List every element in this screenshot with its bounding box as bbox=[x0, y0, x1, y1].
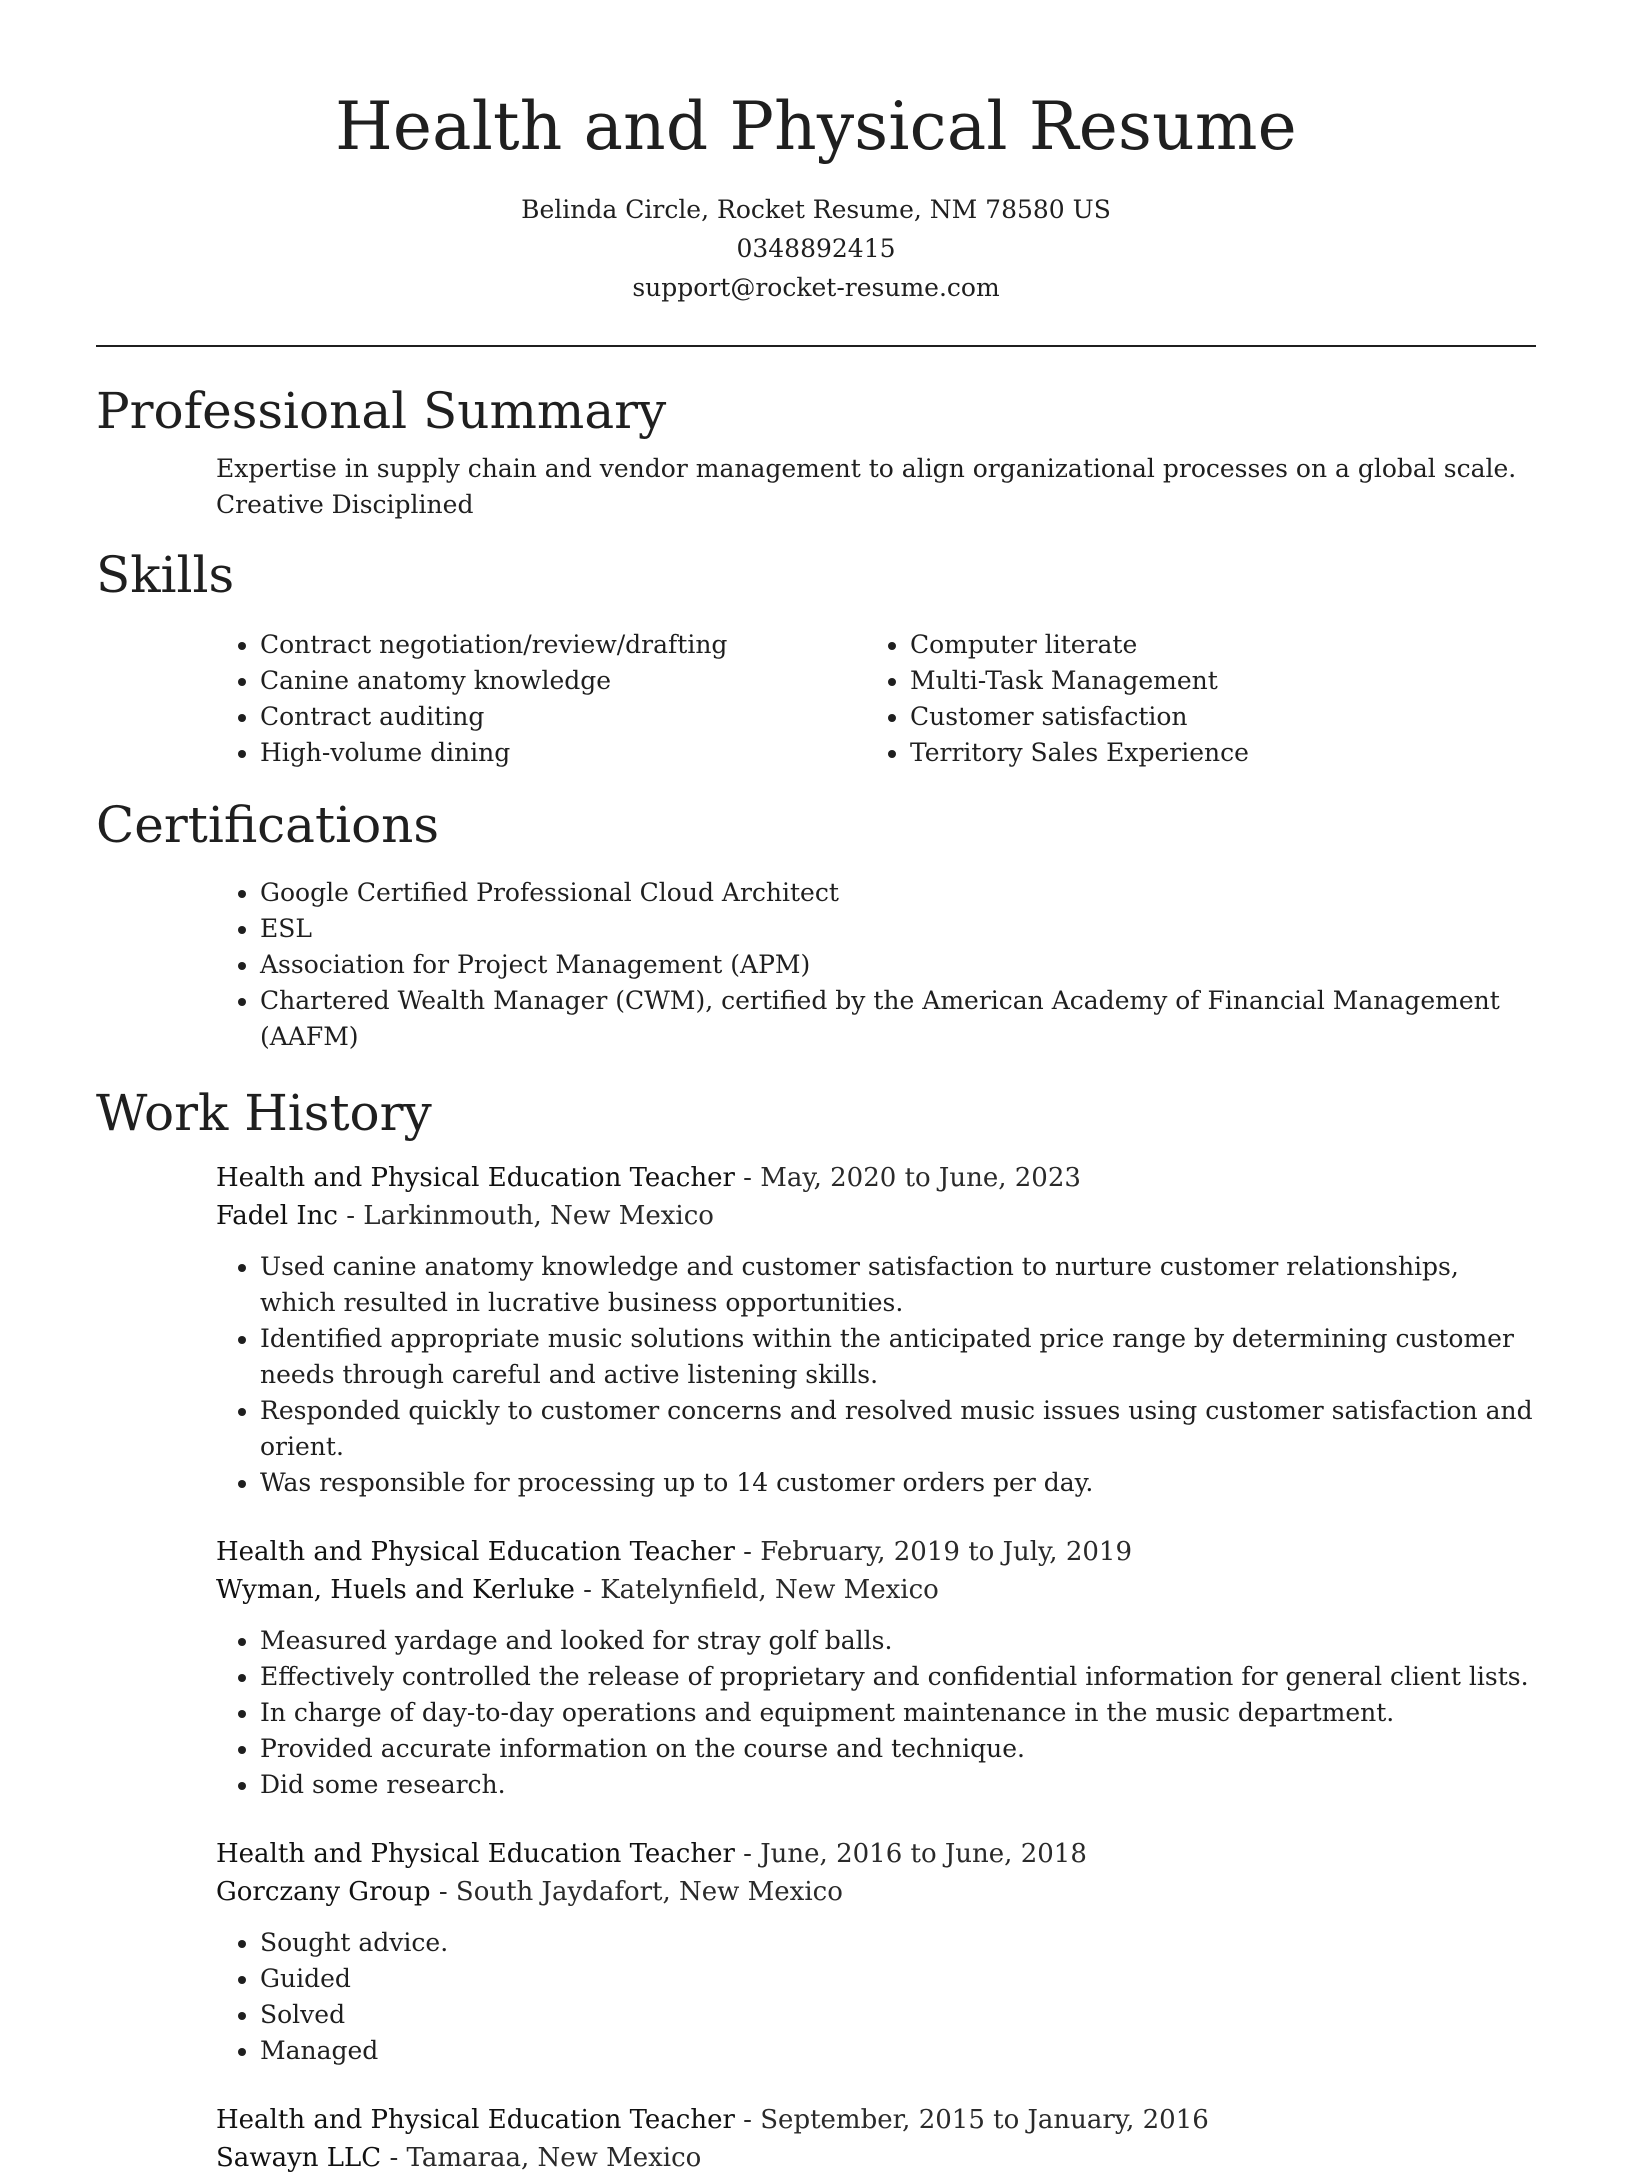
skill-item: • Customer satisfaction bbox=[910, 699, 1536, 735]
job-separator: - bbox=[337, 1201, 364, 1231]
job-entry bbox=[216, 1835, 1536, 2069]
job-dates: June, 2016 to June, 2018 bbox=[760, 1839, 1087, 1869]
job-bullet: • Responded quickly to customer concerns and resolved music issues using customer satisfaction and orient. bbox=[260, 1393, 1536, 1465]
job-separator: - bbox=[734, 1163, 761, 1193]
job-bullet: • Effectively controlled the release of proprietary and confidential information for general client lists. bbox=[260, 1659, 1536, 1695]
job-bullet: • Guided bbox=[260, 1961, 1536, 1997]
job-title: Health and Physical Education Teacher bbox=[216, 1839, 735, 1869]
job-bullet: • Sought advice. bbox=[260, 1925, 1536, 1961]
certification-item: • Association for Project Management (APM) bbox=[260, 947, 1536, 983]
job-company: Wyman, Huels and Kerluke bbox=[216, 1575, 575, 1605]
skill-item: • Territory Sales Experience bbox=[910, 735, 1536, 771]
job-separator: - bbox=[734, 1537, 761, 1567]
job-entry bbox=[216, 1159, 1536, 1501]
job-location: Tamaraa, New Mexico bbox=[406, 2143, 702, 2173]
job-company-line bbox=[216, 1571, 1536, 1609]
job-title: Health and Physical Education Teacher bbox=[216, 1537, 735, 1567]
work-history-section bbox=[96, 1081, 1536, 2177]
skill-item: • Canine anatomy knowledge bbox=[260, 663, 866, 699]
job-title: Health and Physical Education Teacher bbox=[216, 2105, 735, 2135]
job-separator: - bbox=[734, 1839, 761, 1869]
summary-text: Expertise in supply chain and vendor management to align organizational processes on a global scale. Creative Disciplined bbox=[216, 454, 1517, 519]
resume-header bbox=[96, 0, 1536, 307]
job-bullet: • Was responsible for processing up to 14 customer orders per day. bbox=[260, 1465, 1536, 1501]
job-company: Sawayn LLC bbox=[216, 2143, 382, 2173]
section-heading: Work History bbox=[96, 1084, 432, 1142]
job-location: Katelynfield, New Mexico bbox=[600, 1575, 939, 1605]
skill-item: • Contract negotiation/review/drafting bbox=[260, 627, 866, 663]
job-company-line bbox=[216, 1873, 1536, 1911]
job-company: Fadel Inc bbox=[216, 1201, 338, 1231]
job-bullets bbox=[216, 1249, 1536, 1501]
job-separator: - bbox=[574, 1575, 601, 1605]
certification-item: • ESL bbox=[260, 911, 1536, 947]
contact-phone: 0348892415 bbox=[736, 234, 896, 263]
job-bullets bbox=[216, 1925, 1536, 2069]
job-bullet: • Provided accurate information on the course and technique. bbox=[260, 1731, 1536, 1767]
section-heading: Skills bbox=[96, 546, 235, 604]
skills-list-left bbox=[216, 627, 866, 771]
resume-title: Health and Physical Resume bbox=[335, 88, 1297, 165]
skill-item: • Multi-Task Management bbox=[910, 663, 1536, 699]
job-location: South Jaydafort, New Mexico bbox=[455, 1877, 843, 1907]
job-dates: September, 2015 to January, 2016 bbox=[760, 2105, 1209, 2135]
certification-item: • Chartered Wealth Manager (CWM), certified by the American Academy of Financial Management (AAFM) bbox=[260, 983, 1536, 1055]
job-separator: - bbox=[734, 2105, 761, 2135]
job-dates: May, 2020 to June, 2023 bbox=[760, 1163, 1081, 1193]
job-title: Health and Physical Education Teacher bbox=[216, 1163, 735, 1193]
job-company-line bbox=[216, 2139, 1536, 2177]
certifications-list bbox=[216, 875, 1536, 1055]
professional-summary-section bbox=[96, 379, 1536, 523]
job-bullet: • Solved bbox=[260, 1997, 1536, 2033]
job-bullet: • Used canine anatomy knowledge and customer satisfaction to nurture customer relationships, which resulted in lucrative business opportunities. bbox=[260, 1249, 1536, 1321]
job-location: Larkinmouth, New Mexico bbox=[363, 1201, 714, 1231]
skills-section bbox=[96, 543, 1536, 771]
contact-address: Belinda Circle, Rocket Resume, NM 78580 US bbox=[521, 195, 1111, 224]
job-bullet: • Identified appropriate music solutions within the anticipated price range by determining customer needs through careful and active listening skills. bbox=[260, 1321, 1536, 1393]
job-entry bbox=[216, 2101, 1536, 2177]
job-company-line bbox=[216, 1197, 1536, 1235]
job-company: Gorczany Group bbox=[216, 1877, 431, 1907]
section-heading: Professional Summary bbox=[96, 382, 667, 440]
job-entry bbox=[216, 1533, 1536, 1803]
certifications-section bbox=[96, 793, 1536, 1055]
skill-item: • High-volume dining bbox=[260, 735, 866, 771]
certification-item: • Google Certified Professional Cloud Architect bbox=[260, 875, 1536, 911]
skills-list-right bbox=[866, 627, 1536, 771]
skill-item: • Computer literate bbox=[910, 627, 1536, 663]
job-separator: - bbox=[430, 1877, 456, 1907]
job-bullet: • Measured yardage and looked for stray golf balls. bbox=[260, 1623, 1536, 1659]
header-divider bbox=[96, 345, 1536, 347]
skills-grid bbox=[216, 627, 1536, 771]
skill-item: • Contract auditing bbox=[260, 699, 866, 735]
job-title-line bbox=[216, 1835, 1536, 1873]
job-title-line bbox=[216, 1533, 1536, 1571]
job-bullet: • Did some research. bbox=[260, 1767, 1536, 1803]
job-title-line bbox=[216, 2101, 1536, 2139]
job-bullet: • Managed bbox=[260, 2033, 1536, 2069]
job-separator: - bbox=[381, 2143, 407, 2173]
section-heading: Certifications bbox=[96, 796, 440, 854]
job-bullet: • In charge of day-to-day operations and equipment maintenance in the music department. bbox=[260, 1695, 1536, 1731]
contact-email: support@rocket-resume.com bbox=[632, 273, 1000, 302]
job-title-line bbox=[216, 1159, 1536, 1197]
job-bullets bbox=[216, 1623, 1536, 1803]
contact-info bbox=[96, 190, 1536, 307]
job-dates: February, 2019 to July, 2019 bbox=[760, 1537, 1132, 1567]
